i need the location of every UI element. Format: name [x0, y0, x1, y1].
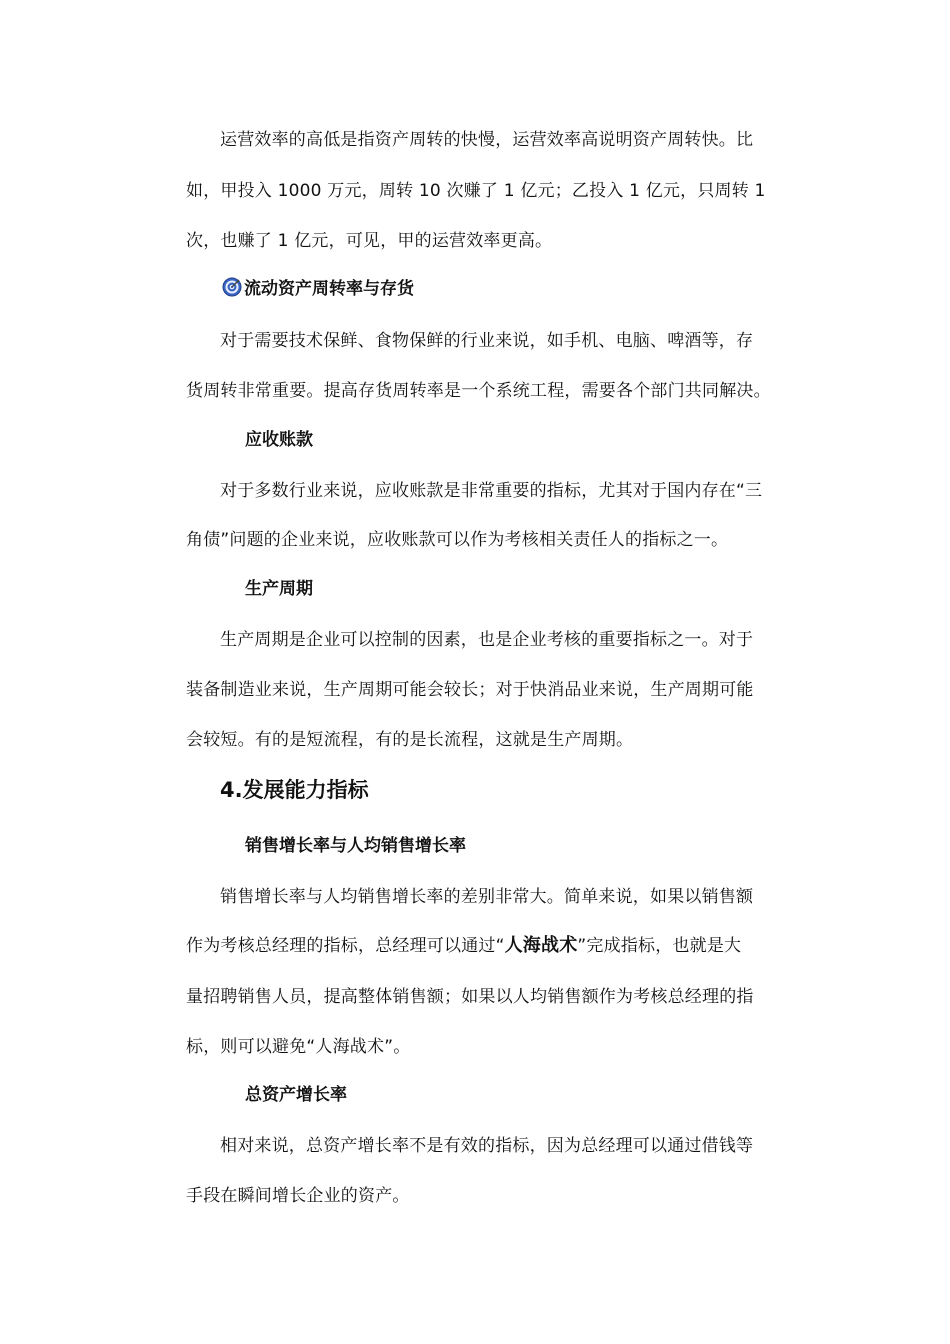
section-title: 应收账款	[245, 430, 313, 450]
text-run: 作为考核总经理的指标，总经理可以通过“	[186, 936, 505, 956]
paragraph-line: 生产周期是企业可以控制的因素，也是企业考核的重要指标之一。对于	[220, 630, 754, 650]
paragraph-line: 货周转非常重要。提高存货周转率是一个系统工程，需要各个部门共同解决。	[186, 381, 771, 401]
paragraph-line	[186, 931, 741, 957]
paragraph-line: 相对来说，总资产增长率不是有效的指标，因为总经理可以通过借钱等	[220, 1136, 754, 1156]
section-heading-inventory	[222, 274, 414, 299]
paragraph-line: 对于多数行业来说，应收账款是非常重要的指标，尤其对于国内存在“三	[220, 481, 763, 501]
paragraph-line: 对于需要技术保鲜、食物保鲜的行业来说，如手机、电脑、啤酒等，存	[220, 331, 754, 351]
text-run: ”完成指标，也就是大	[577, 936, 742, 956]
paragraph-line: 角债”问题的企业来说，应收账款可以作为考核相关责任人的指标之一。	[186, 530, 729, 550]
chapter-heading: 4.发展能力指标	[220, 778, 369, 802]
paragraph-line: 会较短。有的是短流程，有的是长流程，这就是生产周期。	[186, 730, 634, 750]
section-title: 总资产增长率	[245, 1085, 347, 1105]
paragraph-line: 量招聘销售人员，提高整体销售额；如果以人均销售额作为考核总经理的指	[186, 987, 754, 1007]
section-title: 流动资产周转率与存货	[244, 279, 414, 299]
paragraph-line: 装备制造业来说，生产周期可能会较长；对于快消品业来说，生产周期可能	[186, 680, 754, 700]
paragraph-line: 运营效率的高低是指资产周转的快慢，运营效率高说明资产周转快。比	[220, 130, 754, 150]
paragraph-line: 次，也赚了 1 亿元，可见，甲的运营效率更高。	[186, 231, 553, 251]
emphasis-text: 人海战术	[504, 935, 578, 956]
paragraph-line: 如，甲投入 1000 万元，周转 10 次赚了 1 亿元；乙投入 1 亿元，只周转 1	[186, 181, 766, 201]
paragraph-line: 手段在瞬间增长企业的资产。	[186, 1186, 410, 1206]
section-title: 销售增长率与人均销售增长率	[245, 836, 466, 856]
section-title: 生产周期	[245, 579, 313, 599]
paragraph-line: 销售增长率与人均销售增长率的差别非常大。简单来说，如果以销售额	[220, 887, 754, 907]
target-icon	[222, 277, 242, 297]
paragraph-line: 标，则可以避免“人海战术”。	[186, 1037, 411, 1057]
